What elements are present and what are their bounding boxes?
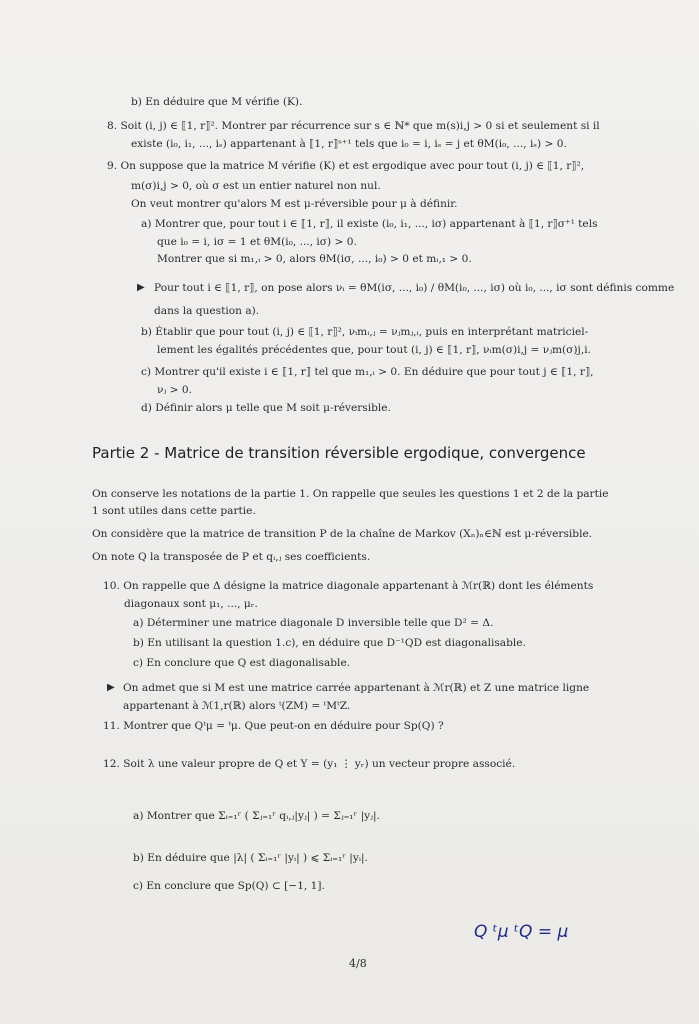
question-10b: b) En utilisant la question 1.c), en déduire que D⁻¹QD est diagonalisable. — [133, 637, 526, 649]
definition-nu-cont: dans la question a). — [154, 305, 260, 317]
question-10c: c) En conclure que Q est diagonalisable. — [133, 657, 351, 669]
question-8-cont: existe (i₀, i₁, ..., iₛ) appartenant à ⟦1, r⟧ˢ⁺¹ tels que i₀ = i, iₛ = j et θM(i₀, ..., iₛ) > 0. — [131, 138, 567, 150]
question-10-cont: diagonaux sont μ₁, ..., μᵣ. — [124, 598, 258, 610]
question-11: 11. Montrer que Qᵗμ = ᵗμ. Que peut-on en déduire pour Sp(Q) ? — [103, 720, 444, 732]
question-8: 8. Soit (i, j) ∈ ⟦1, r⟧². Montrer par récurrence sur s ∈ ℕ* que m(s)i,j > 0 si et seulement si il — [107, 120, 600, 132]
question-10: 10. On rappelle que Δ désigne la matrice diagonale appartenant à ℳr(ℝ) dont les éléments — [103, 580, 594, 592]
admitted-result: On admet que si M est une matrice carrée appartenant à ℳr(ℝ) et Z une matrice ligne — [123, 682, 590, 694]
handwritten-note: Q ᵗμ ᵗQ = μ — [474, 922, 569, 942]
question-9a: a) Montrer que, pour tout i ∈ ⟦1, r⟧, il existe (i₀, i₁, ..., iσ) appartenant à ⟦1, r⟧σ⁺¹ tels — [141, 218, 598, 230]
bullet-arrow-icon: ▶ — [137, 282, 145, 293]
question-9-cont: m(σ)i,j > 0, où σ est un entier naturel non nul. — [131, 180, 381, 192]
question-9b: b) Établir que pour tout (i, j) ∈ ⟦1, r⟧², νᵢmᵢ,ⱼ = νⱼmⱼ,ᵢ, puis en interprétant matriciel- — [141, 326, 589, 338]
section-heading: Partie 2 - Matrice de transition réversible ergodique, convergence — [92, 444, 586, 462]
question-9c-cont: νⱼ > 0. — [157, 384, 192, 396]
question-9a-part2: Montrer que si m₁,ᵢ > 0, alors θM(iσ, ..., i₀) > 0 et mᵢ,₁ > 0. — [157, 253, 472, 265]
question-12b: b) En déduire que |λ| ( Σᵢ₌₁ʳ |yᵢ| ) ⩽ Σᵢ₌₁ʳ |yᵢ|. — [133, 852, 368, 864]
intro-line-1: On conserve les notations de la partie 1. On rappelle que seules les questions 1 et 2 de la partie — [92, 488, 609, 500]
admitted-result-cont: appartenant à ℳ1,r(ℝ) alors ᵗ(ZM) = ᵗMᵗZ. — [123, 700, 351, 712]
question-10a: a) Déterminer une matrice diagonale D inversible telle que D² = Δ. — [133, 617, 494, 629]
bullet-arrow-icon-2: ▶ — [107, 682, 115, 693]
question-9c: c) Montrer qu'il existe i ∈ ⟦1, r⟧ tel que m₁,ᵢ > 0. En déduire que pour tout j ∈ ⟦1, r⟧, — [141, 366, 594, 378]
question-9: 9. On suppose que la matrice M vérifie (K) et est ergodique avec pour tout (i, j) ∈ ⟦1, r⟧², — [107, 160, 585, 172]
intro-line-4: On note Q la transposée de P et qᵢ,ⱼ ses coefficients. — [92, 551, 371, 563]
question-12c: c) En conclure que Sp(Q) ⊂ [−1, 1]. — [133, 880, 325, 892]
intro-line-3: On considère que la matrice de transition P de la chaîne de Markov (Xₙ)ₙ∈ℕ est μ-réversible. — [92, 528, 593, 540]
page-number: 4/8 — [349, 957, 367, 970]
question-9b-cont: lement les égalités précédentes que, pour tout (i, j) ∈ ⟦1, r⟧, νᵢm(σ)i,j = νⱼm(σ)j,i. — [157, 344, 591, 356]
question-9-goal: On veut montrer qu'alors M est μ-réversible pour μ à définir. — [131, 198, 458, 210]
line-7b: b) En déduire que M vérifie (K). — [131, 96, 303, 108]
question-9a-cont: que i₀ = i, iσ = 1 et θM(i₀, ..., iσ) > 0. — [157, 236, 357, 248]
intro-line-2: 1 sont utiles dans cette partie. — [92, 505, 256, 517]
definition-nu: Pour tout i ∈ ⟦1, r⟧, on pose alors νᵢ = θM(iσ, ..., i₀) / θM(i₀, ..., iσ) où i₀, ..., iσ sont définis comme — [154, 282, 675, 294]
question-12a: a) Montrer que Σᵢ₌₁ʳ ( Σⱼ₌₁ʳ qᵢ,ⱼ|yⱼ| ) = Σⱼ₌₁ʳ |yⱼ|. — [133, 810, 380, 822]
question-9d: d) Définir alors μ telle que M soit μ-réversible. — [141, 402, 391, 414]
question-12: 12. Soit λ une valeur propre de Q et Y = (y₁ ⋮ yᵣ) un vecteur propre associé. — [103, 758, 516, 770]
